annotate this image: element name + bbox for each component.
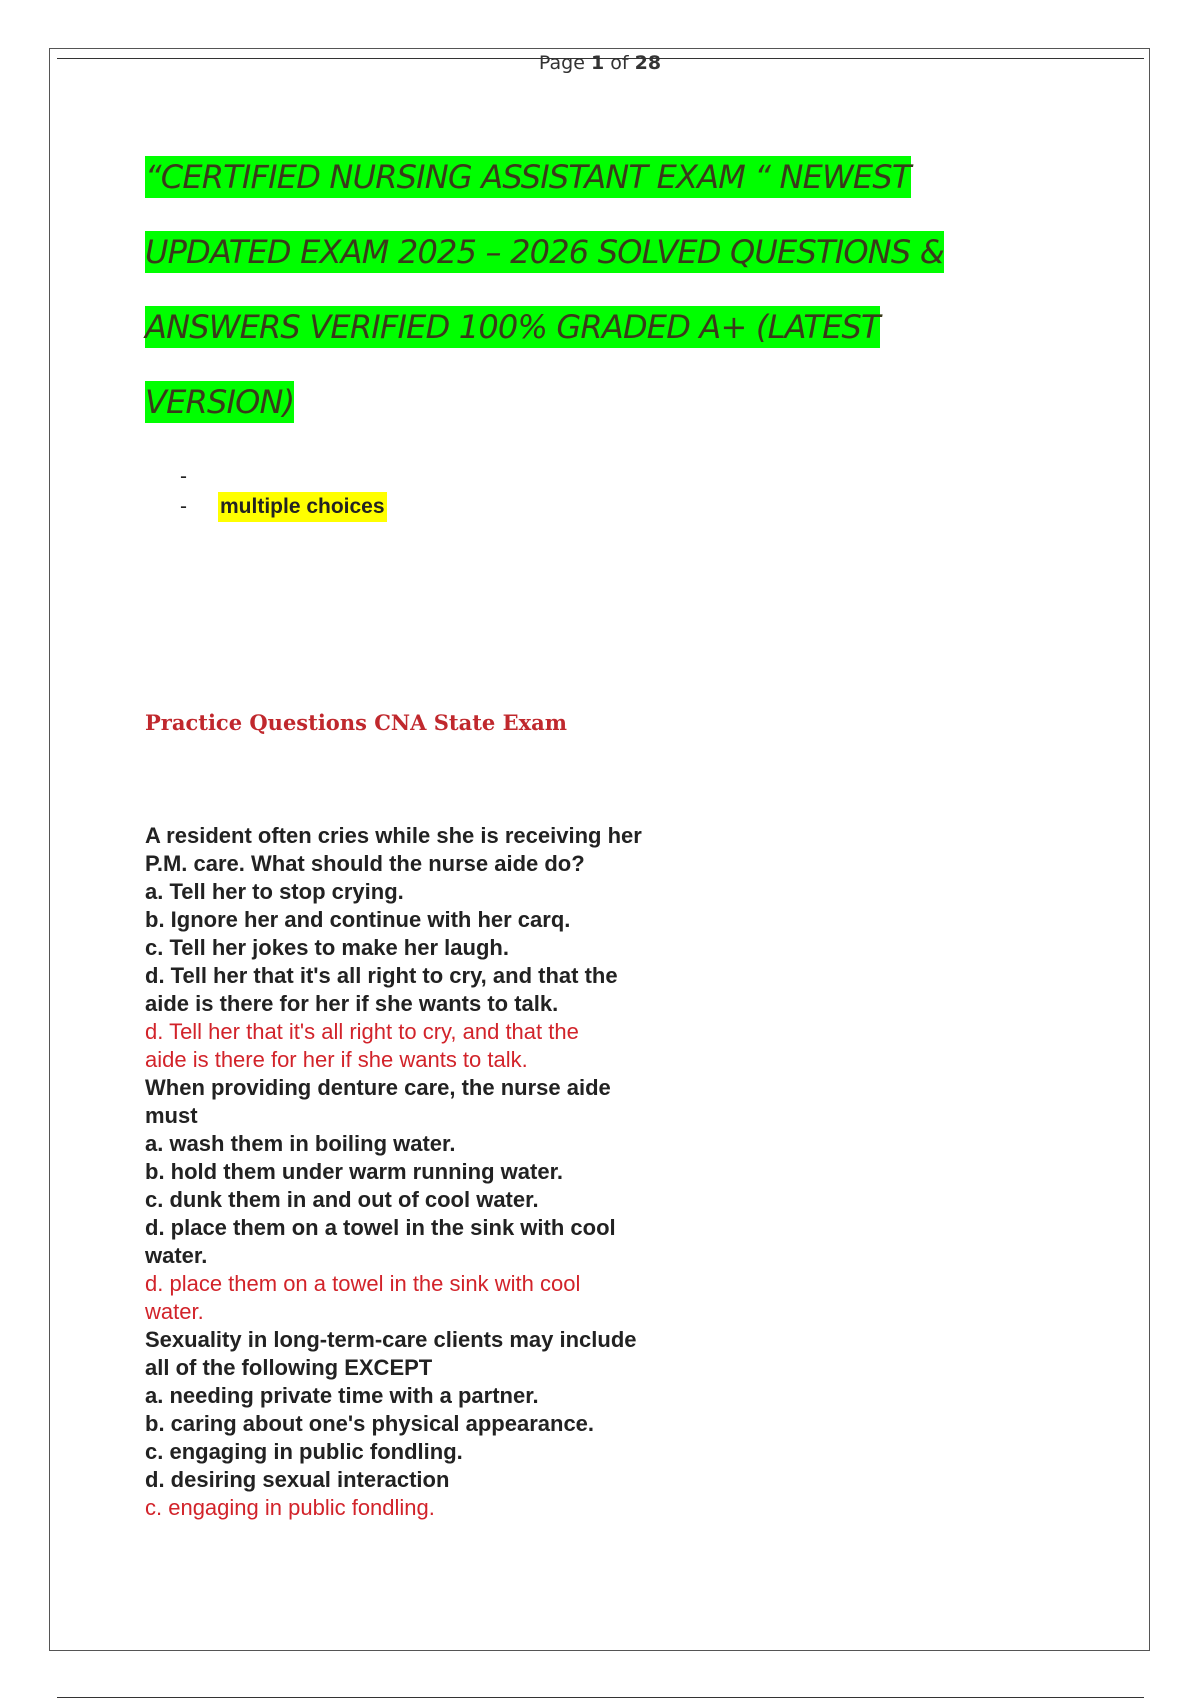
page-of-label: of: [604, 52, 635, 74]
dash-marker: -: [180, 465, 187, 488]
correct-answer: d. Tell her that it's all right to cry, and that the: [145, 1019, 579, 1044]
answer-option: d. place them on a towel in the sink with cool: [145, 1215, 616, 1240]
answer-option: d. Tell her that it's all right to cry, and that the: [145, 963, 618, 988]
footer-rule: [57, 1697, 1144, 1698]
question-text: all of the following EXCEPT: [145, 1355, 433, 1380]
question-text: must: [145, 1103, 198, 1128]
document-title: [145, 152, 1045, 452]
section-heading: Practice Questions CNA State Exam: [145, 710, 567, 735]
question-text: P.M. care. What should the nurse aide do?: [145, 851, 585, 876]
answer-option: a. Tell her to stop crying.: [145, 879, 404, 904]
title-line: [145, 377, 1045, 452]
page-current: 1: [590, 52, 605, 74]
title-line-4: VERSION): [145, 383, 295, 421]
page-total: 28: [634, 52, 662, 74]
title-line: [145, 152, 1045, 227]
dash-list-item: [180, 492, 387, 522]
title-line: [145, 302, 1045, 377]
dash-list: [180, 462, 387, 522]
answer-option: b. hold them under warm running water.: [145, 1159, 564, 1184]
question-text: Sexuality in long-term-care clients may include: [145, 1327, 637, 1352]
answer-option: c. dunk them in and out of cool water.: [145, 1187, 539, 1212]
answer-option: water.: [145, 1243, 208, 1268]
answer-option: a. needing private time with a partner.: [145, 1383, 539, 1408]
title-line-2: UPDATED EXAM 2025 – 2026 SOLVED QUESTIONS &: [145, 233, 944, 271]
page-number: [0, 52, 1200, 74]
title-line-1: “CERTIFIED NURSING ASSISTANT EXAM “ NEWEST: [145, 158, 911, 196]
correct-answer: d. place them on a towel in the sink with cool: [145, 1271, 581, 1296]
answer-option: b. Ignore her and continue with her carq.: [145, 907, 571, 932]
dash-marker: -: [180, 495, 187, 518]
correct-answer: aide is there for her if she wants to talk.: [145, 1047, 528, 1072]
dash-list-item: [180, 462, 387, 492]
question-text: When providing denture care, the nurse aide: [145, 1075, 611, 1100]
multiple-choices-label: multiple choices: [218, 492, 387, 522]
answer-option: a. wash them in boiling water.: [145, 1131, 456, 1156]
question-text: A resident often cries while she is receiving her: [145, 823, 642, 848]
title-line: [145, 227, 1045, 302]
title-line-3: ANSWERS VERIFIED 100% GRADED A+ (LATEST: [145, 308, 880, 346]
answer-option: d. desiring sexual interaction: [145, 1467, 450, 1492]
correct-answer: water.: [145, 1299, 204, 1324]
answer-option: b. caring about one's physical appearance.: [145, 1411, 595, 1436]
page-label: Page: [538, 52, 591, 74]
question-list: [145, 822, 845, 1522]
answer-option: c. engaging in public fondling.: [145, 1439, 463, 1464]
answer-option: aide is there for her if she wants to talk.: [145, 991, 559, 1016]
answer-option: c. Tell her jokes to make her laugh.: [145, 935, 509, 960]
correct-answer: c. engaging in public fondling.: [145, 1495, 435, 1520]
